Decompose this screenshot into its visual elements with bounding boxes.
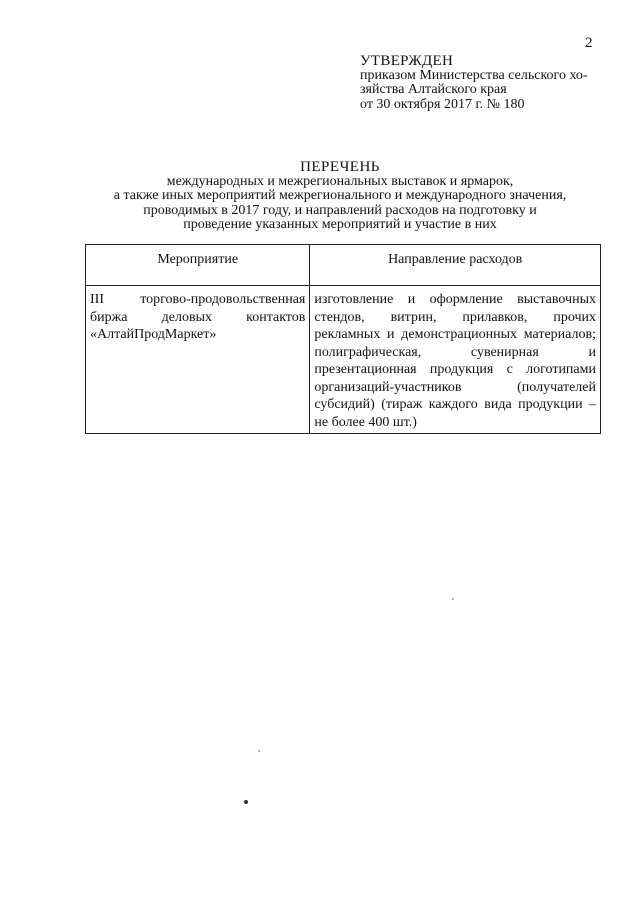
scan-speck	[258, 750, 260, 752]
title-line-3: проводимых в 2017 году, и направлений расходов на подготовку и	[143, 202, 537, 218]
header-event: Мероприятие	[86, 245, 310, 286]
title-line-1: международных и межрегиональных выставок и ярмарок,	[166, 173, 514, 189]
approval-order-line-2: зяйства Алтайского края	[360, 82, 507, 97]
approved-label: УТВЕРЖДЕН	[360, 53, 454, 69]
scan-speck	[244, 800, 248, 804]
approval-order-date: от 30 октября 2017 г. № 180	[360, 96, 525, 112]
events-table	[85, 244, 601, 434]
cell-expense-direction: изготовление и оформление выставочных стендов, витрин, прилавков, прочих рекламных и демонстрационных материалов; полиграфическая, сувенирная и презентационная продукция с логотипами организаций-участников (получателей субсидий) (тираж каждого вида продукции – не более 400 шт.)	[310, 286, 601, 434]
approval-order-line-1: приказом Министерства сельского хо-	[360, 67, 588, 83]
cell-event: III торгово-продовольственная биржа деловых контактов «АлтайПродМаркет»	[86, 286, 310, 434]
table-header-row	[86, 245, 601, 286]
approval-stamp	[360, 54, 610, 112]
title-line-2: а также иных мероприятий межрегионального и международного значения,	[113, 188, 567, 203]
page-number: 2	[585, 35, 593, 51]
document-title	[60, 160, 620, 233]
header-expense-direction: Направление расходов	[310, 245, 601, 286]
title-heading: ПЕРЕЧЕНЬ	[300, 159, 380, 175]
table-row	[86, 286, 601, 434]
scan-speck	[452, 598, 454, 600]
title-line-4: проведение указанных мероприятий и участие в них	[183, 217, 497, 232]
